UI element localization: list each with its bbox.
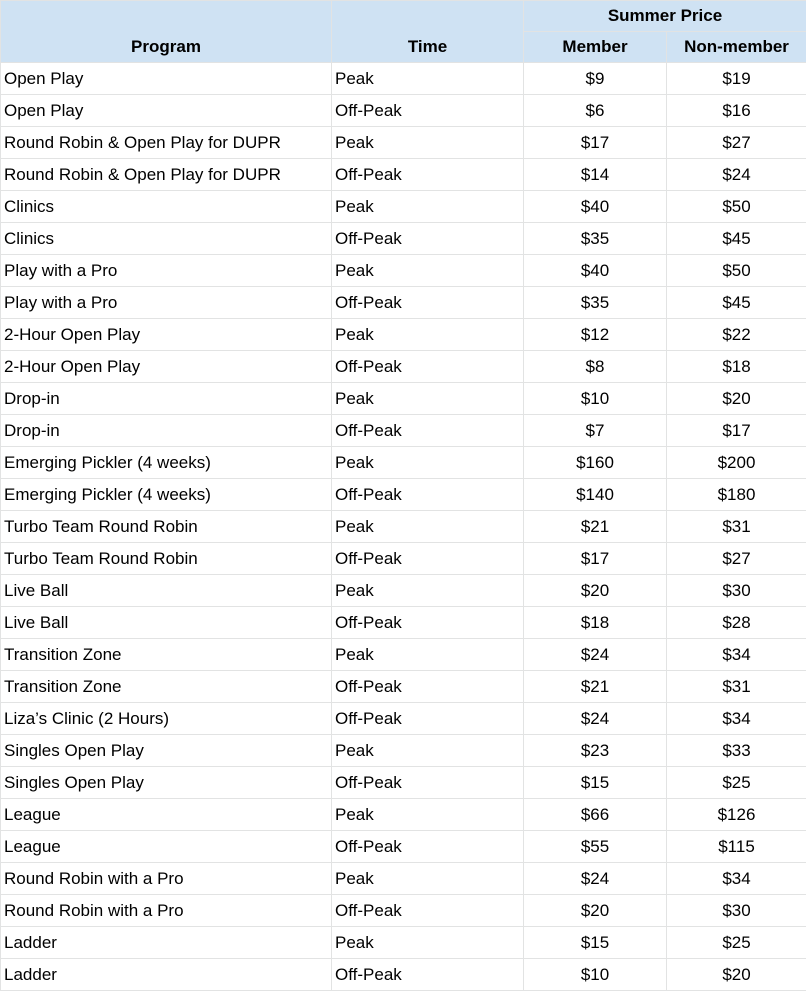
table-row xyxy=(1,831,806,863)
time-cell[interactable]: Peak xyxy=(332,255,524,287)
table-row xyxy=(1,703,806,735)
time-cell[interactable]: Off-Peak xyxy=(332,895,524,927)
table-row xyxy=(1,319,806,351)
non-member-price-cell[interactable]: $20 xyxy=(667,959,806,991)
program-cell[interactable]: Emerging Pickler (4 weeks) xyxy=(1,479,332,511)
time-header-top[interactable] xyxy=(332,1,524,32)
program-cell[interactable]: 2-Hour Open Play xyxy=(1,319,332,351)
header-row-group xyxy=(1,1,806,32)
table-row xyxy=(1,287,806,319)
program-cell[interactable]: Ladder xyxy=(1,927,332,959)
table-body xyxy=(1,63,806,991)
non-member-price-cell[interactable]: $34 xyxy=(667,703,806,735)
program-header-top[interactable] xyxy=(1,1,332,32)
table-row xyxy=(1,479,806,511)
time-cell[interactable]: Peak xyxy=(332,191,524,223)
program-cell[interactable]: Turbo Team Round Robin xyxy=(1,511,332,543)
table-row xyxy=(1,639,806,671)
time-header[interactable]: Time xyxy=(332,32,524,63)
non-member-price-cell[interactable]: $28 xyxy=(667,607,806,639)
table-row xyxy=(1,543,806,575)
table-row xyxy=(1,927,806,959)
non-member-price-cell[interactable]: $45 xyxy=(667,287,806,319)
non-member-price-cell[interactable]: $45 xyxy=(667,223,806,255)
non-member-price-cell[interactable]: $126 xyxy=(667,799,806,831)
time-cell[interactable]: Off-Peak xyxy=(332,351,524,383)
member-price-cell[interactable]: $24 xyxy=(524,863,667,895)
time-cell[interactable]: Peak xyxy=(332,799,524,831)
non-member-price-cell[interactable]: $200 xyxy=(667,447,806,479)
member-price-cell[interactable]: $21 xyxy=(524,511,667,543)
time-cell[interactable]: Off-Peak xyxy=(332,223,524,255)
time-cell[interactable]: Peak xyxy=(332,447,524,479)
time-cell[interactable]: Off-Peak xyxy=(332,95,524,127)
non-member-price-cell[interactable]: $33 xyxy=(667,735,806,767)
table-row xyxy=(1,191,806,223)
member-price-cell[interactable]: $12 xyxy=(524,319,667,351)
time-cell[interactable]: Off-Peak xyxy=(332,415,524,447)
program-cell[interactable]: Play with a Pro xyxy=(1,255,332,287)
program-cell[interactable]: 2-Hour Open Play xyxy=(1,351,332,383)
program-cell[interactable]: Round Robin with a Pro xyxy=(1,895,332,927)
member-price-cell[interactable]: $8 xyxy=(524,351,667,383)
member-price-cell[interactable]: $7 xyxy=(524,415,667,447)
member-price-cell[interactable]: $9 xyxy=(524,63,667,95)
time-cell[interactable]: Off-Peak xyxy=(332,767,524,799)
table-header xyxy=(1,1,806,63)
table-row xyxy=(1,863,806,895)
table-row xyxy=(1,767,806,799)
table-row xyxy=(1,607,806,639)
table-row xyxy=(1,351,806,383)
non-member-price-cell[interactable]: $115 xyxy=(667,831,806,863)
member-price-cell[interactable]: $14 xyxy=(524,159,667,191)
program-cell[interactable]: Clinics xyxy=(1,191,332,223)
program-cell[interactable]: Liza’s Clinic (2 Hours) xyxy=(1,703,332,735)
non-member-price-cell[interactable]: $50 xyxy=(667,255,806,287)
program-cell[interactable]: Live Ball xyxy=(1,575,332,607)
member-price-cell[interactable]: $21 xyxy=(524,671,667,703)
member-price-cell[interactable]: $17 xyxy=(524,543,667,575)
time-cell[interactable]: Peak xyxy=(332,63,524,95)
member-price-cell[interactable]: $24 xyxy=(524,703,667,735)
program-cell[interactable]: Turbo Team Round Robin xyxy=(1,543,332,575)
time-cell[interactable]: Peak xyxy=(332,863,524,895)
program-cell[interactable]: Play with a Pro xyxy=(1,287,332,319)
non-member-price-cell[interactable]: $27 xyxy=(667,543,806,575)
program-cell[interactable]: Open Play xyxy=(1,63,332,95)
program-cell[interactable]: Drop-in xyxy=(1,415,332,447)
program-cell[interactable]: Singles Open Play xyxy=(1,735,332,767)
time-cell[interactable]: Peak xyxy=(332,639,524,671)
time-cell[interactable]: Peak xyxy=(332,575,524,607)
table-row xyxy=(1,959,806,991)
program-cell[interactable]: League xyxy=(1,831,332,863)
program-header[interactable]: Program xyxy=(1,32,332,63)
table-row xyxy=(1,735,806,767)
non-member-price-cell[interactable]: $27 xyxy=(667,127,806,159)
member-price-cell[interactable]: $35 xyxy=(524,287,667,319)
member-header[interactable]: Member xyxy=(524,32,667,63)
time-cell[interactable]: Off-Peak xyxy=(332,831,524,863)
table-row xyxy=(1,447,806,479)
non-member-price-cell[interactable]: $180 xyxy=(667,479,806,511)
time-cell[interactable]: Off-Peak xyxy=(332,543,524,575)
member-price-cell[interactable]: $6 xyxy=(524,95,667,127)
table-row xyxy=(1,95,806,127)
program-cell[interactable]: Transition Zone xyxy=(1,671,332,703)
table-row xyxy=(1,63,806,95)
time-cell[interactable]: Peak xyxy=(332,319,524,351)
member-price-cell[interactable]: $15 xyxy=(524,927,667,959)
time-cell[interactable]: Off-Peak xyxy=(332,479,524,511)
non-member-price-cell[interactable]: $34 xyxy=(667,863,806,895)
program-cell[interactable]: Transition Zone xyxy=(1,639,332,671)
table-row xyxy=(1,127,806,159)
table-row xyxy=(1,415,806,447)
table-row xyxy=(1,671,806,703)
program-cell[interactable]: Open Play xyxy=(1,95,332,127)
member-price-cell[interactable]: $40 xyxy=(524,191,667,223)
non-member-price-cell[interactable]: $34 xyxy=(667,639,806,671)
non-member-price-cell[interactable]: $20 xyxy=(667,383,806,415)
time-cell[interactable]: Off-Peak xyxy=(332,671,524,703)
non-member-price-cell[interactable]: $17 xyxy=(667,415,806,447)
time-cell[interactable]: Peak xyxy=(332,511,524,543)
time-cell[interactable]: Off-Peak xyxy=(332,959,524,991)
non-member-price-cell[interactable]: $24 xyxy=(667,159,806,191)
time-cell[interactable]: Off-Peak xyxy=(332,703,524,735)
table-row xyxy=(1,223,806,255)
program-cell[interactable]: League xyxy=(1,799,332,831)
member-price-cell[interactable]: $20 xyxy=(524,895,667,927)
non-member-price-cell[interactable]: $31 xyxy=(667,511,806,543)
program-cell[interactable]: Live Ball xyxy=(1,607,332,639)
time-cell[interactable]: Peak xyxy=(332,127,524,159)
table-row xyxy=(1,895,806,927)
program-cell[interactable]: Ladder xyxy=(1,959,332,991)
table-row xyxy=(1,255,806,287)
non-member-price-cell[interactable]: $50 xyxy=(667,191,806,223)
member-price-cell[interactable]: $24 xyxy=(524,639,667,671)
time-cell[interactable]: Peak xyxy=(332,735,524,767)
time-cell[interactable]: Off-Peak xyxy=(332,287,524,319)
summer-price-header[interactable]: Summer Price xyxy=(524,1,806,32)
non-member-price-cell[interactable]: $30 xyxy=(667,895,806,927)
non-member-price-cell[interactable]: $19 xyxy=(667,63,806,95)
time-cell[interactable]: Peak xyxy=(332,383,524,415)
member-price-cell[interactable]: $66 xyxy=(524,799,667,831)
time-cell[interactable]: Off-Peak xyxy=(332,607,524,639)
member-price-cell[interactable]: $23 xyxy=(524,735,667,767)
member-price-cell[interactable]: $140 xyxy=(524,479,667,511)
table-row xyxy=(1,511,806,543)
non-member-header[interactable]: Non-member xyxy=(667,32,806,63)
program-cell[interactable]: Emerging Pickler (4 weeks) xyxy=(1,447,332,479)
table-row xyxy=(1,159,806,191)
time-cell[interactable]: Off-Peak xyxy=(332,159,524,191)
program-cell[interactable]: Round Robin & Open Play for DUPR xyxy=(1,159,332,191)
table-row xyxy=(1,799,806,831)
member-price-cell[interactable]: $18 xyxy=(524,607,667,639)
non-member-price-cell[interactable]: $25 xyxy=(667,927,806,959)
program-cell[interactable]: Drop-in xyxy=(1,383,332,415)
table-row xyxy=(1,575,806,607)
member-price-cell[interactable]: $40 xyxy=(524,255,667,287)
program-cell[interactable]: Singles Open Play xyxy=(1,767,332,799)
time-cell[interactable]: Peak xyxy=(332,927,524,959)
non-member-price-cell[interactable]: $16 xyxy=(667,95,806,127)
member-price-cell[interactable]: $55 xyxy=(524,831,667,863)
non-member-price-cell[interactable]: $18 xyxy=(667,351,806,383)
program-cell[interactable]: Round Robin with a Pro xyxy=(1,863,332,895)
member-price-cell[interactable]: $10 xyxy=(524,959,667,991)
non-member-price-cell[interactable]: $25 xyxy=(667,767,806,799)
member-price-cell[interactable]: $35 xyxy=(524,223,667,255)
non-member-price-cell[interactable]: $30 xyxy=(667,575,806,607)
member-price-cell[interactable]: $10 xyxy=(524,383,667,415)
member-price-cell[interactable]: $160 xyxy=(524,447,667,479)
non-member-price-cell[interactable]: $31 xyxy=(667,671,806,703)
program-cell[interactable]: Clinics xyxy=(1,223,332,255)
table-row xyxy=(1,383,806,415)
program-cell[interactable]: Round Robin & Open Play for DUPR xyxy=(1,127,332,159)
header-row-columns xyxy=(1,32,806,63)
non-member-price-cell[interactable]: $22 xyxy=(667,319,806,351)
member-price-cell[interactable]: $17 xyxy=(524,127,667,159)
member-price-cell[interactable]: $15 xyxy=(524,767,667,799)
member-price-cell[interactable]: $20 xyxy=(524,575,667,607)
